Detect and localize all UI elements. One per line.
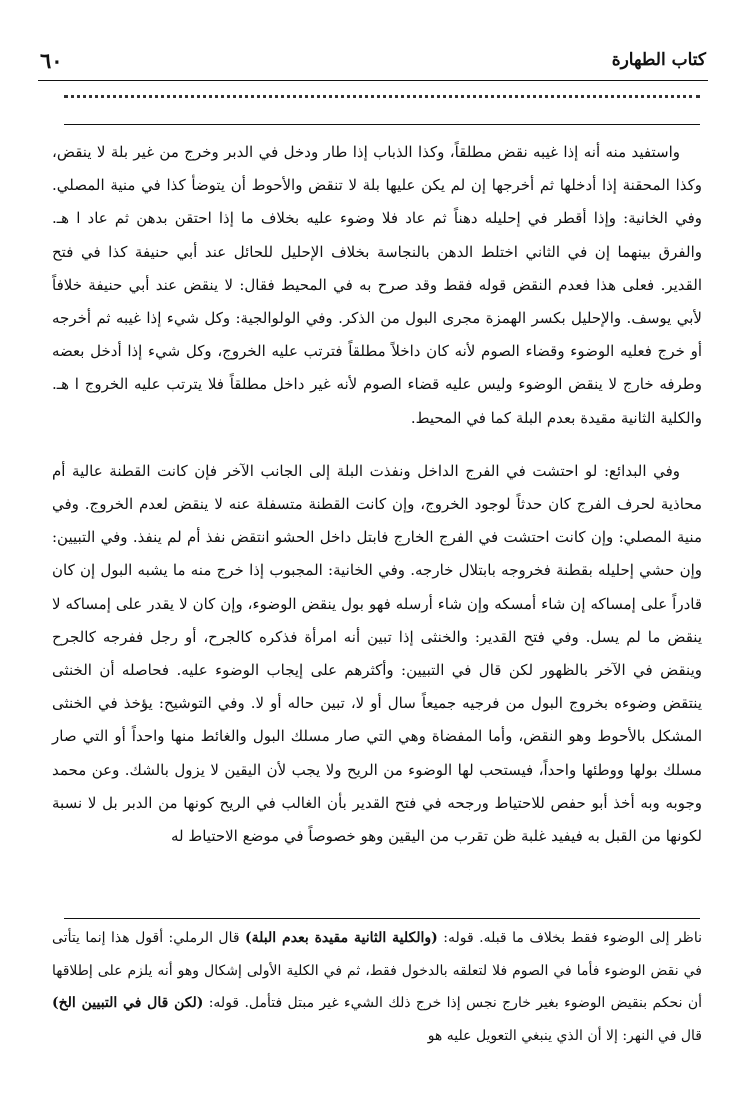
dotted-separator (64, 95, 700, 98)
top-rule (64, 124, 700, 125)
footnote-paragraph (52, 922, 702, 1052)
footnote (52, 922, 702, 1052)
main-text (52, 136, 702, 853)
paragraph: واستفيد منه أنه إذا غيبه نقض مطلقاً، وكذا الذباب إذا طار ودخل في الدبر وخرج من غير بلة لا ينقض، وكذا المحقنة إذا أدخلها ثم أخرجها إن لم يكن عليها بلة لا تنقض والأحوط أن يتوضأ كذا في منية المصلي. وفي الخانية: وإذا أقطر في إحليله دهناً ثم عاد فلا وضوء عليه بخلاف ما إذا احتقن بدهن ثم عاد ا هـ. والفرق بينهما إن في الثاني اختلط الدهن بالنجاسة بخلاف الإحليل للحائل عند أبي حنيفة كذا في فتح القدير. فعلى هذا فعدم النقض قوله فقط وقد صرح به في المحيط فقال: لا ينقض عند أبي حنيفة خلافاً لأبي يوسف. والإحليل بكسر الهمزة مجرى البول من الذكر. وفي الولوالجية: وكل شيء إذا غيبه ثم أخرجه أو خرج فعليه الوضوء وقضاء الصوم لأنه كان داخلاً مطلقاً فترتب عليه الخروج، وكل شيء إذا أدخل بعضه وطرفه خارج لا ينقض الوضوء وليس عليه قضاء الصوم لأنه غير داخل مطلقاً فلا يترتب عليه الخروج ا هـ. والكلية الثانية مقيدة بعدم البلة كما في المحيط. (52, 143, 702, 427)
book-title: كتاب الطهارة (611, 50, 706, 70)
page-number: ٦٠ (40, 48, 63, 73)
footnote-rule (64, 918, 700, 919)
footnote-quote: (لكن قال في التبيين الخ) (52, 995, 204, 1011)
footnote-quote: (والكلية الثانية مقيدة بعدم البلة) (245, 930, 438, 946)
page-header (38, 44, 708, 81)
footnote-text: قال الرملي: أقول هذا إنما يتأتى في نقض الوضوء فأما في الصوم فلا لتعلقه بالدخول فقط، ثم في الكلية الأولى إشكال وهو أنه يلزم على إطلاقها أن نحكم بنقيض الوضوء بغير خارج نجس إذا خرج ذلك الشيء غير مبتل فتأمل. قوله: (52, 930, 702, 1011)
paragraph: وفي البدائع: لو احتشت في الفرج الداخل ونفذت البلة إلى الجانب الآخر فإن كانت القطنة عالية أم محاذية لحرف الفرج كان حدثاً لوجود الخروج، وإن كانت القطنة متسفلة عنه لا ينقض لعدم الخروج. وفي منية المصلي: وإن كانت احتشت في الفرج الخارج فابتل داخل الحشو انتقض نفذ أم لم ينفذ. وفي التبيين: وإن حشي إحليله بقطنة فخروجه بابتلال خارجه. وفي الخانية: المجبوب إذا خرج منه ما يشبه البول إن كان قادراً على إمساكه إن شاء أمسكه وإن شاء أرسله فهو بول ينقض الوضوء، وإن كان لا يقدر على إمساكه لا ينقض ما لم يسل. وفي فتح القدير: والخنثى إذا تبين أنه امرأة فذكره كالجرح، أو رجل ففرجه كالجرح وينقض في الآخر بالظهور لكن قال في التبيين: وأكثرهم على إيجاب الوضوء عليه. فحاصله أن الخنثى ينتقض وضوءه بخروج البول من فرجيه جميعاً سال أو لا، تبين حاله أو لا. وفي التوشيح: يؤخذ في الخنثى المشكل بالأحوط وهو النقض، وأما المفضاة وهي التي صار مسلك البول والغائط منها واحداً أو التي صار مسلك بولها ووطئها واحداً، فيستحب لها الوضوء من الريح ولا يجب لأن اليقين لا يزول بالشك. وعن محمد وجوبه وبه أخذ أبو حفص للاحتياط ورجحه في فتح القدير بأن الغالب في الريح كونها من الدبر بل لا نسبة لكونها من القبل به فيفيد غلبة ظن تقرب من اليقين وهو خصوصاً في موضع الاحتياط له (52, 461, 702, 846)
footnote-text: قال في النهر: إلا أن الذي ينبغي التعويل عليه هو (427, 1027, 702, 1044)
footnote-text: ناظر إلى الوضوء فقط بخلاف ما قبله. قوله: (437, 930, 702, 946)
